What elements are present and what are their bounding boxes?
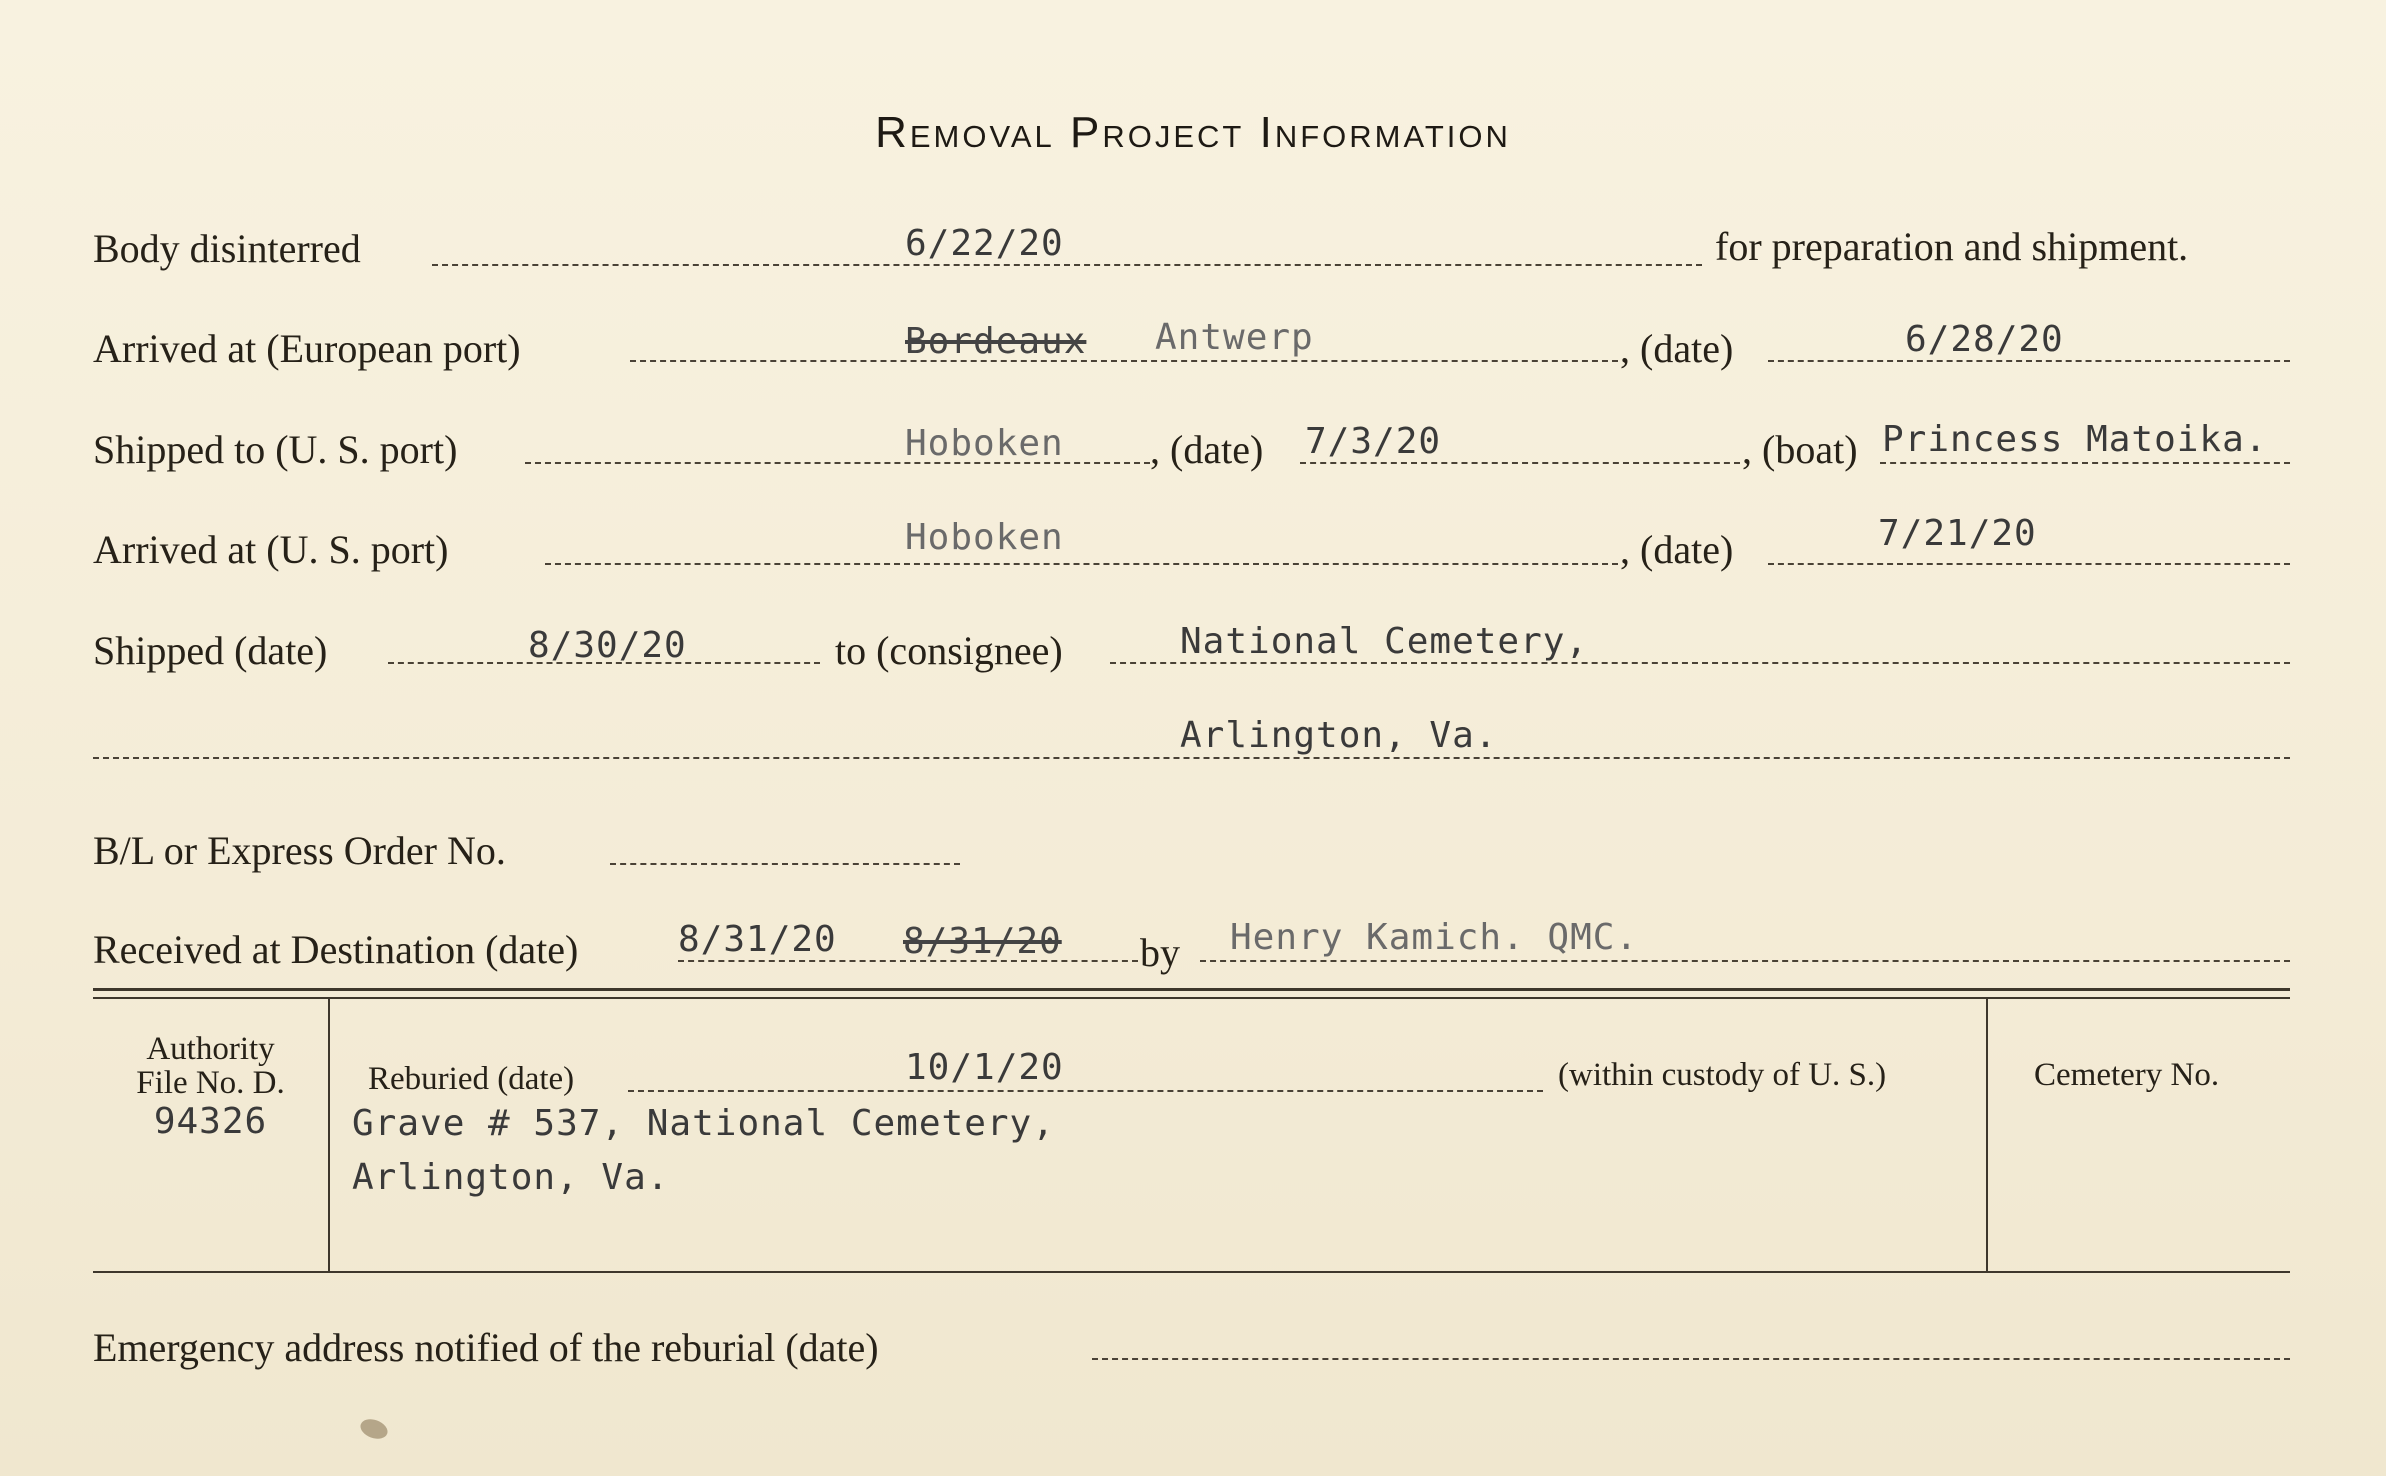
consignee-value: National Cemetery, [1180, 621, 1589, 662]
boat-label: , (boat) [1742, 427, 1858, 472]
dotted-line [678, 960, 1138, 962]
ink-smudge [358, 1416, 390, 1442]
us-arrival-date: 7/21/20 [1878, 513, 2037, 554]
shipped-us-port-value: Hoboken [905, 423, 1064, 464]
consignee-address-value: Arlington, Va. [1180, 715, 1498, 756]
cemetery-no-label: Cemetery No. [2034, 1057, 2220, 1093]
dotted-line [1092, 1358, 2290, 1360]
box-divider-left [328, 999, 330, 1271]
authority-label: Authority [146, 1031, 275, 1067]
shipped-us-port-label: Shipped to (U. S. port) [93, 427, 458, 472]
dotted-line [610, 863, 960, 865]
bl-order-label: B/L or Express Order No. [93, 828, 506, 873]
dotted-line [432, 264, 1702, 266]
struck-date-value: 8/31/20 [903, 921, 1062, 962]
body-disinterred-value: 6/22/20 [905, 223, 1064, 264]
authority-file-number: 94326 [153, 1101, 268, 1142]
shipped-date-label: Shipped (date) [93, 628, 328, 673]
file-no-label: File No. D. [136, 1065, 285, 1101]
dotted-line [545, 563, 1618, 565]
dotted-line [1300, 462, 1740, 464]
dotted-line [1110, 662, 2290, 664]
shipped-date-value: 7/3/20 [1305, 421, 1442, 462]
box-top-rule [93, 988, 2290, 991]
struck-port-value: Bordeaux [905, 321, 1087, 362]
received-destination-label: Received at Destination (date) [93, 927, 579, 972]
emergency-address-label: Emergency address notified of the reburial (date) [93, 1325, 879, 1370]
reburied-date-value: 10/1/20 [905, 1047, 1064, 1088]
european-arrival-date: 6/28/20 [1905, 319, 2064, 360]
date-label: , (date) [1150, 427, 1264, 472]
box-divider-right [1986, 999, 1988, 1271]
boat-name-value: Princess Matoika. [1882, 419, 2268, 460]
date-label: , (date) [1620, 527, 1734, 572]
grave-location-value: Grave # 537, National Cemetery, [352, 1103, 1055, 1144]
reburied-label: Reburied (date) [368, 1061, 575, 1097]
dotted-line [630, 360, 1618, 362]
dotted-line [93, 757, 2290, 759]
received-by-value: Henry Kamich. QMC. [1230, 917, 1639, 958]
dotted-line [1768, 563, 2290, 565]
dotted-line [1880, 462, 2290, 464]
card-title: Removal Project Information [875, 108, 1511, 157]
arrived-european-port-label: Arrived at (European port) [93, 326, 521, 371]
grave-address-value: Arlington, Va. [352, 1157, 670, 1198]
arrived-us-port-value: Hoboken [905, 517, 1064, 558]
date-label: , (date) [1620, 326, 1734, 371]
body-disinterred-suffix: for preparation and shipment. [1715, 224, 2189, 269]
received-date-value: 8/31/20 [678, 919, 837, 960]
european-port-value: Antwerp [1155, 317, 1314, 358]
dotted-line [1768, 360, 2290, 362]
box-top-rule-inner [93, 997, 2290, 999]
box-bottom-rule [93, 1271, 2290, 1273]
custody-label: (within custody of U. S.) [1558, 1057, 1887, 1093]
dotted-line [1200, 960, 2290, 962]
by-label: by [1140, 930, 1180, 975]
shipped-date-value: 8/30/20 [528, 625, 687, 666]
to-consignee-label: to (consignee) [835, 628, 1063, 673]
dotted-line [628, 1090, 1543, 1092]
body-disinterred-label: Body disinterred [93, 226, 361, 271]
arrived-us-port-label: Arrived at (U. S. port) [93, 527, 449, 572]
